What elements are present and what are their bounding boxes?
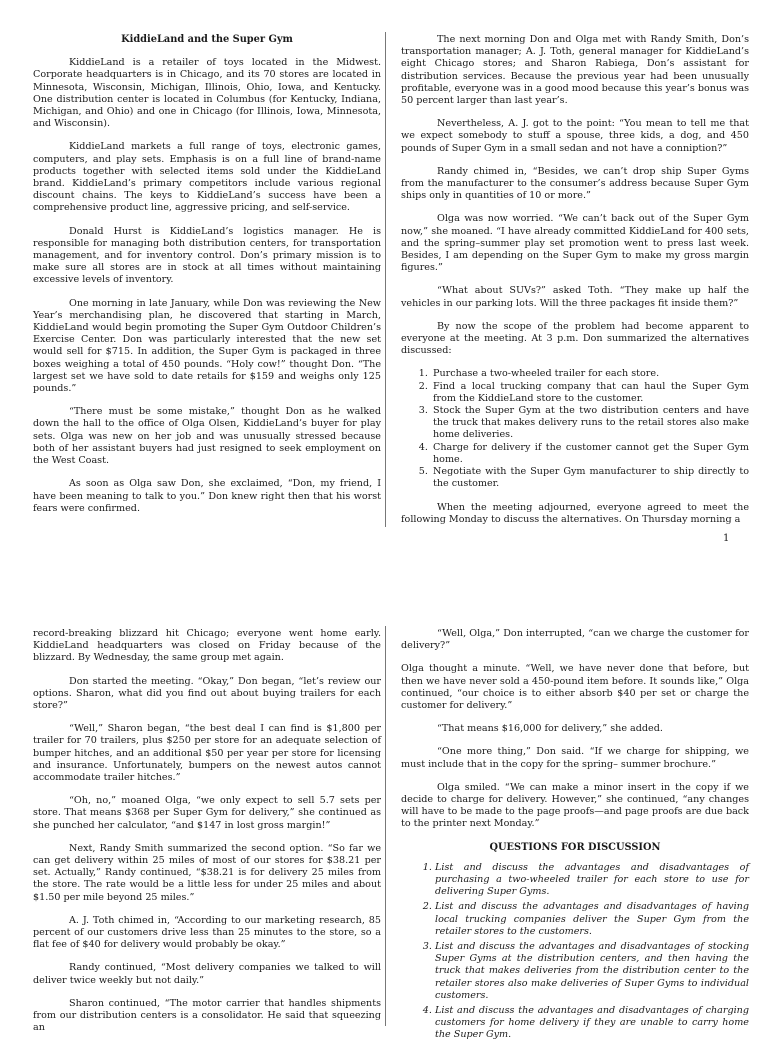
paragraph: “Well, Olga,” Don interrupted, “can we charge the customer for delivery?” bbox=[401, 628, 749, 652]
paragraph: “That means $16,000 for delivery,” she added. bbox=[437, 723, 663, 735]
paragraph: “Oh, no,” moaned Olga, “we only expect to sell 5.7 sets per store. That means $368 per Super Gym for delivery,” she continued as she punched her calculator, “and $147 in lost gross margin!” bbox=[33, 795, 381, 831]
paragraph: KiddieLand is a retailer of toys located in the Midwest. Corporate headquarters is in Chicago, and its 70 stores are located in Minnesota, Wisconsin, Michigan, Illinois, Ohio, Iowa, and Kentucky. One distribution center is located in Columbus (for Kentucky, Indiana, Michigan, and Ohio) and one in Chicago (for Illinois, Iowa, Minnesota, and Wisconsin). bbox=[33, 57, 381, 130]
case-title: KiddieLand and the Super Gym bbox=[121, 34, 293, 45]
question-item: 4. List and discuss the advantages and disadvantages of charging customers for home delivery if they are unable to carry home the Super Gym. bbox=[435, 1005, 749, 1042]
paragraph: “Well,” Sharon began, “the best deal I can find is $1,800 per trailer for 70 trailers, plus $250 per store for an adequate selection of bumper hitches, and an additional $50 per year per store for licensing and insurance. Unfortunately, bumpers on the newest autos cannot accommodate trailer hitches.” bbox=[33, 723, 381, 784]
page1-right-column bbox=[401, 34, 749, 537]
list-item: 1. Purchase a two-wheeled trailer for each store. bbox=[431, 368, 749, 380]
page-gap bbox=[0, 562, 768, 618]
paragraph: “There must be some mistake,” thought Don as he walked down the hall to the office of Olga Olsen, KiddieLand’s buyer for play sets. Olga was new on her job and was unusually stressed because both of her assistant buyers had just resigned to seek employment on the West Coast. bbox=[33, 406, 381, 467]
paragraph: KiddieLand markets a full range of toys, electronic games, computers, and play sets. Emphasis is on a full line of brand-name products together with selected items sold under the KiddieLand brand. KiddieLand’s primary competitors include various regional discount chains. The keys to KiddieLand’s success have been a comprehensive product line, aggressive pricing, and self-service. bbox=[33, 141, 381, 214]
alternatives-list bbox=[401, 368, 749, 490]
page2-left-column bbox=[33, 628, 381, 1045]
question-item: 1. List and discuss the advantages and disadvantages of purchasing a two-wheeled trailer for each store to use for delivering Super Gyms. bbox=[435, 862, 749, 899]
paragraph: Randy chimed in, “Besides, we can’t drop ship Super Gyms from the manufacturer to the consumer’s address because Super Gym ships only in quantities of 10 or more.” bbox=[401, 165, 749, 202]
page1-left-column bbox=[33, 34, 381, 526]
paragraph: Olga was now worried. “We can’t back out of the Super Gym now,” she moaned. “I have already committed KiddieLand for 400 sets, and the spring–summer play set promotion went to press last week. Besides, I am depending on the Super Gym to make my gross margin figures.” bbox=[401, 213, 749, 274]
list-item: 2. Find a local trucking company that can haul the Super Gym from the KiddieLand store to the customer. bbox=[431, 381, 749, 405]
list-item: 5. Negotiate with the Super Gym manufacturer to ship directly to the customer. bbox=[431, 466, 749, 490]
paragraph: record-breaking blizzard hit Chicago; everyone went home early. KiddieLand headquarters was closed on Friday because of the blizzard. By Wednesday, the same group met again. bbox=[33, 628, 381, 664]
paragraph: Olga smiled. “We can make a minor insert in the copy if we decide to charge for delivery. However,” she continued, “any changes will have to be made to the page proofs—and page proofs are due back to the printer next Monday.” bbox=[401, 781, 749, 830]
questions-heading: QUESTIONS FOR DISCUSSION bbox=[489, 841, 661, 853]
list-item: 4. Charge for delivery if the customer cannot get the Super Gym home. bbox=[431, 442, 749, 466]
paragraph: Olga thought a minute. “Well, we have never done that before, but then we have never sold a 450-pound item before. It sounds like,” Olga continued, “our choice is to either absorb $40 per set or charge the customer for delivery.” bbox=[401, 663, 749, 712]
paragraph: Don started the meeting. “Okay,” Don began, “let’s review our options. Sharon, what did you find out about buying trailers for each store?” bbox=[33, 675, 381, 712]
paragraph: Nevertheless, A. J. got to the point: “You mean to tell me that we expect somebody to stuff a spouse, three kids, a dog, and 450 pounds of Super Gym in a small sedan and not have a conniption?” bbox=[401, 118, 749, 154]
paragraph: Donald Hurst is KiddieLand’s logistics manager. He is responsible for managing both distribution centers, for transportation management, and for inventory control. Don’s primary mission is to make sure all stores are in stock at all times without maintaining excessive levels of inventory. bbox=[33, 225, 381, 286]
question-item: 3. List and discuss the advantages and disadvantages of stocking Super Gyms at the distribution centers, and then having the truck that makes deliveries from the distribution center to the retailer stores also make deliveries of Super Gyms to individual customers. bbox=[435, 941, 749, 1002]
question-item: 2. List and discuss the advantages and disadvantages of having local trucking companies deliver the Super Gym from the retailer stores to the customers. bbox=[435, 901, 749, 938]
list-item: 3. Stock the Super Gym at the two distribution centers and have the truck that makes delivery runs to the retail stores also make home deliveries. bbox=[431, 405, 749, 442]
paragraph: Next, Randy Smith summarized the second option. “So far we can get delivery within 25 miles of most of our stores for $38.21 per set. Actually,” Randy continued, “$38.21 is for delivery 25 miles from the store. The rate would be a little less for under 25 miles and about $1.50 per mile beyond 25 miles.” bbox=[33, 842, 381, 903]
paragraph: “One more thing,” Don said. “If we charge for shipping, we must include that in the copy for the spring– summer brochure.” bbox=[401, 746, 749, 770]
paragraph: The next morning Don and Olga met with Randy Smith, Don’s transportation manager; A. J. Toth, general manager for KiddieLand’s eight Chicago stores; and Sharon Rabiega, Don’s assistant for distribution services. Because the previous year had been unusually profitable, everyone was in a good mood because this year’s bonus was 50 percent larger than last year’s. bbox=[401, 34, 749, 107]
paragraph: Sharon continued, “The motor carrier that handles shipments from our distribution centers is a consolidator. He said that squeezing an bbox=[33, 997, 381, 1034]
page-number: 1 bbox=[723, 533, 730, 544]
column-divider bbox=[385, 626, 386, 1026]
questions-list bbox=[401, 862, 749, 1042]
column-divider bbox=[385, 32, 386, 527]
document-page-2 bbox=[0, 618, 768, 1041]
paragraph: Randy continued, “Most delivery companies we talked to will deliver twice weekly but not daily.” bbox=[33, 962, 381, 986]
paragraph: One morning in late January, while Don was reviewing the New Year’s merchandising plan, he discovered that starting in March, KiddieLand would begin promoting the Super Gym Outdoor Children’s Exercise Center. Don was particularly interested that the new set would sell for $715. In addition, the Super Gym is packaged in three boxes weighing a total of 450 pounds. “Holy cow!” thought Don. “The largest set we have sold to date retails for $159 and weighs only 125 pounds.” bbox=[33, 297, 381, 395]
paragraph: By now the scope of the problem had become apparent to everyone at the meeting. At 3 p.m. Don summarized the alternatives discussed: bbox=[401, 320, 749, 357]
paragraph: A. J. Toth chimed in, “According to our marketing research, 85 percent of our customers drive less than 25 minutes to the store, so a flat fee of $40 for delivery would probably be okay.” bbox=[33, 914, 381, 951]
paragraph: As soon as Olga saw Don, she exclaimed, “Don, my friend, I have been meaning to talk to you.” Don knew right then that his worst fears were confirmed. bbox=[33, 478, 381, 514]
paragraph: “What about SUVs?” asked Toth. “They make up half the vehicles in our parking lots. Will the three packages fit inside them?” bbox=[401, 285, 749, 309]
page2-right-column bbox=[401, 628, 749, 1045]
paragraph: When the meeting adjourned, everyone agreed to meet the following Monday to discuss the alternatives. On Thursday morning a bbox=[401, 501, 749, 525]
